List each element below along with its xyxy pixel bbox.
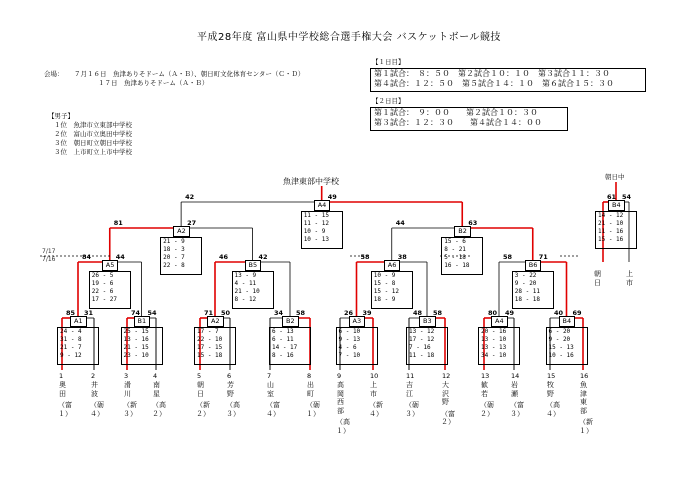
results-rank-3a: ３位 朝日町立朝日中学校 — [54, 139, 132, 147]
team-name: 南星 — [153, 381, 160, 398]
team-pref: （高２） — [152, 401, 166, 418]
r3-match-1-tag: A2 — [173, 226, 190, 237]
team-pref: （砺１） — [306, 401, 320, 418]
team-number: 11 — [406, 372, 415, 380]
date-label-1: 7/17 — [42, 248, 56, 255]
r2-match-1-score-left: 84 — [82, 253, 92, 261]
r2-match-4-quarters — [512, 271, 554, 309]
day2-row-2: 第３試合：１２：３０ 第４試合１４：００ — [374, 118, 542, 127]
team-pref: （新１） — [579, 418, 593, 435]
r3-match-1-quarters-q1: 21 - 9 — [163, 238, 185, 245]
r1-match-1-quarters — [57, 327, 99, 365]
r2-match-3-quarters-q2: 15 - 8 — [373, 280, 396, 287]
team-number: 2 — [91, 372, 96, 380]
r1-match-7-quarters-q3: 13 - 13 — [481, 344, 507, 351]
r2-match-2-quarters-q1: 13 - 9 — [234, 272, 257, 279]
team-name: 岩瀬 — [511, 381, 518, 398]
r1-match-6-score-right: 58 — [433, 309, 443, 317]
team-name: 歓若 — [481, 381, 488, 398]
r3-match-2-score-left: 44 — [395, 219, 405, 227]
champion-name: 魚津東部中学校 — [283, 177, 339, 186]
third-team-a: 朝日 — [594, 270, 601, 287]
team-name: 朝日 — [197, 381, 204, 398]
r1-match-2-quarters-q2: 13 - 16 — [123, 336, 149, 343]
r1-match-7-quarters-q2: 13 - 10 — [481, 336, 507, 343]
r2-match-4-quarters-q1: 3 - 22 — [514, 272, 537, 279]
r1-match-7-score-right: 49 — [505, 309, 515, 317]
venue-line-2: １７日 魚津ありそドーム（Ａ・Ｂ） — [98, 79, 209, 87]
r1-match-3-tag: A2 — [207, 316, 224, 327]
r2-match-3-score-left: 58 — [360, 253, 370, 261]
r3-match-2-score-right: 63 — [468, 219, 478, 227]
team-number: 7 — [267, 372, 272, 380]
results-rank-3b: ３位 上市町立上市中学校 — [54, 148, 132, 156]
third-match-quarters-q1: 14 - 12 — [598, 212, 624, 219]
r1-match-4-quarters-q4: 8 - 16 — [272, 352, 294, 359]
team-name: 大沢野 — [442, 381, 449, 407]
results-header: 【男子】 — [48, 112, 74, 120]
third-match-tag: B4 — [608, 200, 625, 211]
third-team-b: 上市 — [626, 270, 633, 287]
team-number: 12 — [442, 372, 451, 380]
team-pref: （高４） — [546, 401, 560, 418]
third-match-quarters-q4: 15 - 16 — [598, 236, 624, 243]
team-name: 山室 — [267, 381, 274, 398]
team-pref: （砺２） — [480, 401, 494, 418]
third-match-quarters-q2: 21 - 10 — [598, 220, 624, 227]
team-number: 15 — [547, 372, 556, 380]
r2-match-1-quarters-q1: 26 - 5 — [91, 272, 114, 279]
r2-match-2-quarters-q3: 21 - 10 — [234, 288, 260, 295]
final-match-quarters — [301, 211, 343, 249]
team-number: 10 — [370, 372, 379, 380]
day2-row-1: 第１試合： ９：００ 第２試合１０：３０ — [374, 108, 538, 117]
r1-match-4-tag: B2 — [282, 316, 299, 327]
team-name: 芳野 — [227, 381, 234, 398]
r1-match-2-tag: B1 — [134, 316, 151, 327]
r1-match-8-quarters-q1: 6 - 20 — [548, 328, 571, 335]
r2-match-3-score-right: 38 — [397, 253, 407, 261]
r1-match-1-quarters-q3: 21 - 7 — [60, 344, 82, 351]
r2-match-2-tag: B5 — [245, 260, 262, 271]
r1-match-6-quarters — [406, 327, 448, 365]
team-name: 奥田 — [59, 381, 66, 398]
r2-match-2-quarters — [232, 271, 274, 309]
r1-match-8-score-right: 69 — [572, 309, 582, 317]
third-match-score-right: 54 — [622, 193, 632, 201]
results-rank-1: １位 魚津市立東部中学校 — [54, 121, 132, 129]
final-match-quarters-q2: 11 - 12 — [303, 220, 329, 227]
r3-match-2-tag: B2 — [454, 226, 471, 237]
team-pref: （砺４） — [90, 401, 104, 418]
r1-match-5-quarters-q3: 4 - 6 — [338, 344, 357, 351]
team-pref: （富４） — [266, 401, 280, 418]
team-pref: （新２） — [196, 401, 210, 418]
team-pref: （富２） — [441, 409, 455, 427]
r2-match-4-score-left: 58 — [503, 253, 513, 261]
r3-match-1-quarters-q4: 22 - 8 — [163, 262, 185, 269]
r3-match-2-quarters-q4: 16 - 18 — [444, 262, 470, 269]
r2-match-3-quarters-q4: 18 - 9 — [373, 296, 396, 303]
r1-match-5-quarters — [336, 327, 378, 365]
third-place-winner: 朝日中 — [605, 173, 625, 181]
r1-match-1-quarters-q2: 31 - 8 — [60, 336, 82, 343]
third-match-quarters — [595, 211, 637, 249]
team-number: 9 — [337, 372, 342, 380]
r1-match-1-score-left: 85 — [66, 309, 76, 317]
r2-match-2-score-left: 46 — [219, 253, 229, 261]
team-pref: （新４） — [369, 401, 383, 418]
r1-match-2-score-right: 54 — [147, 309, 157, 317]
team-name: 牧野 — [547, 381, 554, 398]
r1-match-3-quarters-q2: 22 - 10 — [197, 336, 223, 343]
r1-match-2-quarters-q4: 23 - 10 — [123, 352, 149, 359]
r1-match-6-quarters-q1: 13 - 12 — [409, 328, 435, 335]
final-match-score-right: 49 — [327, 193, 337, 201]
r1-match-5-quarters-q4: 7 - 10 — [338, 352, 361, 359]
team-number: 16 — [580, 372, 589, 380]
r2-match-4-tag: B6 — [525, 260, 542, 271]
final-match-quarters-q3: 10 - 9 — [303, 228, 326, 235]
team-name: 吉江 — [406, 381, 413, 398]
team-pref: （富３） — [510, 401, 524, 418]
r1-match-8-tag: B4 — [559, 316, 576, 327]
r1-match-6-quarters-q4: 11 - 18 — [409, 352, 435, 359]
r2-match-1-quarters-q2: 19 - 6 — [91, 280, 114, 287]
r3-match-2-quarters-q1: 15 - 6 — [444, 238, 466, 245]
r1-match-5-quarters-q1: 6 - 10 — [338, 328, 361, 335]
r1-match-5-quarters-q2: 9 - 13 — [338, 336, 361, 343]
team-pref: （富１） — [58, 401, 72, 418]
r1-match-6-score-left: 48 — [413, 309, 423, 317]
team-name: 出町 — [307, 381, 314, 398]
date-label-2: 7/16 — [42, 256, 56, 263]
r1-match-7-quarters — [478, 327, 520, 365]
r1-match-3-score-left: 71 — [204, 309, 214, 317]
team-number: 4 — [153, 372, 158, 380]
r2-match-1-score-right: 44 — [115, 253, 125, 261]
team-number: 6 — [227, 372, 232, 380]
r1-match-6-tag: B3 — [419, 316, 436, 327]
r2-match-3-quarters — [371, 271, 413, 309]
final-match-quarters-q4: 10 - 13 — [303, 236, 329, 243]
r1-match-4-score-right: 58 — [296, 309, 306, 317]
r1-match-8-score-left: 40 — [554, 309, 564, 317]
r1-match-4-score-left: 34 — [274, 309, 284, 317]
team-name: 上市 — [370, 381, 377, 398]
r2-match-3-quarters-q1: 10 - 9 — [373, 272, 396, 279]
team-pref: （砺３） — [405, 401, 419, 418]
venue-label: 会場： — [44, 70, 64, 78]
r1-match-5-tag: A3 — [349, 316, 366, 327]
r2-match-2-quarters-q4: 8 - 12 — [234, 296, 257, 303]
r2-match-4-score-right: 71 — [538, 253, 548, 261]
r1-match-8-quarters — [546, 327, 588, 365]
team-name: 魚津東部 — [580, 381, 587, 415]
r1-match-2-quarters — [121, 327, 163, 365]
r1-match-2-quarters-q3: 21 - 15 — [123, 344, 149, 351]
r1-match-3-score-right: 50 — [221, 309, 231, 317]
team-name: 滑川 — [124, 381, 131, 398]
r2-match-1-quarters-q4: 17 - 27 — [91, 296, 118, 303]
r2-match-4-quarters-q4: 18 - 18 — [514, 296, 541, 303]
r1-match-1-quarters-q4: 9 - 12 — [60, 352, 82, 359]
r1-match-4-quarters-q3: 14 - 17 — [272, 344, 298, 351]
r1-match-5-score-left: 26 — [344, 309, 354, 317]
team-pref: （高１） — [336, 418, 350, 435]
r2-match-1-quarters — [89, 271, 131, 309]
day1-header: 【１日目】 — [372, 58, 405, 66]
r3-match-2-quarters — [441, 237, 483, 275]
r1-match-1-score-right: 31 — [84, 309, 94, 317]
venue-line-1: ７月１６日 魚津ありそドーム（Ａ・Ｂ）、朝日町文化体育センター（Ｃ・Ｄ） — [74, 70, 305, 78]
day1-row-1: 第１試合： ８：５０ 第２試合１０：１０ 第３試合１１：３０ — [374, 69, 610, 78]
r1-match-4-quarters — [269, 327, 311, 365]
r1-match-7-score-left: 80 — [488, 309, 498, 317]
team-pref: （新３） — [123, 401, 137, 418]
r1-match-7-quarters-q4: 34 - 10 — [481, 352, 507, 359]
r1-match-3-quarters-q3: 17 - 15 — [197, 344, 223, 351]
team-number: 5 — [197, 372, 202, 380]
r1-match-4-quarters-q1: 6 - 13 — [272, 328, 294, 335]
r1-match-3-quarters-q1: 17 - 7 — [197, 328, 219, 335]
final-match-quarters-q1: 11 - 15 — [303, 212, 329, 219]
page-title: 平成28年度 富山県中学校総合選手権大会 バスケットボール競技 — [197, 32, 501, 43]
r2-match-1-quarters-q3: 22 - 6 — [91, 288, 114, 295]
team-name: 井波 — [91, 381, 98, 398]
r1-match-4-quarters-q2: 6 - 11 — [272, 336, 294, 343]
day1-row-2: 第４試合：１２：５０ 第５試合１４：１０ 第６試合１５：３０ — [374, 79, 614, 88]
r1-match-7-tag: A4 — [491, 316, 508, 327]
r3-match-1-quarters-q2: 18 - 3 — [163, 246, 185, 253]
team-number: 8 — [307, 372, 312, 380]
results-rank-2: ２位 富山市立奥田中学校 — [54, 130, 132, 138]
team-pref: （高３） — [226, 401, 240, 418]
r1-match-7-quarters-q1: 20 - 16 — [481, 328, 507, 335]
r2-match-2-quarters-q2: 4 - 11 — [234, 280, 257, 287]
r1-match-1-quarters-q1: 24 - 4 — [60, 328, 82, 335]
r2-match-3-quarters-q3: 15 - 12 — [373, 288, 400, 295]
r3-match-1-score-right: 27 — [187, 219, 197, 227]
r1-match-6-quarters-q2: 17 - 12 — [409, 336, 435, 343]
r2-match-1-tag: A5 — [102, 260, 119, 271]
r1-match-2-score-left: 74 — [131, 309, 141, 317]
day2-header: 【２日目】 — [372, 97, 405, 105]
r1-match-5-score-right: 39 — [362, 309, 372, 317]
team-name: 高岡西部 — [337, 381, 344, 415]
r2-match-2-score-right: 42 — [258, 253, 268, 261]
r1-match-3-quarters-q4: 15 - 18 — [197, 352, 223, 359]
r3-match-1-quarters-q3: 20 - 7 — [163, 254, 185, 261]
team-number: 1 — [59, 372, 64, 380]
r3-match-1-quarters — [160, 237, 202, 275]
r3-match-2-quarters-q2: 8 - 21 — [444, 246, 466, 253]
r2-match-3-tag: A6 — [384, 260, 401, 271]
r3-match-2-quarters-q3: 5 - 18 — [444, 254, 466, 261]
r1-match-3-quarters — [194, 327, 236, 365]
r1-match-1-tag: A1 — [70, 316, 87, 327]
r1-match-8-quarters-q4: 10 - 16 — [548, 352, 574, 359]
r3-match-1-score-left: 81 — [113, 219, 123, 227]
r1-match-8-quarters-q3: 15 - 13 — [548, 344, 574, 351]
third-match-quarters-q3: 11 - 16 — [598, 228, 624, 235]
r1-match-8-quarters-q2: 9 - 20 — [548, 336, 571, 343]
team-number: 14 — [511, 372, 520, 380]
team-number: 13 — [481, 372, 490, 380]
final-match-tag: A4 — [314, 200, 331, 211]
final-match-score-left: 42 — [185, 193, 195, 201]
r2-match-4-quarters-q2: 9 - 20 — [514, 280, 537, 287]
third-match-score-left: 61 — [607, 193, 617, 201]
r1-match-6-quarters-q3: 7 - 16 — [409, 344, 431, 351]
r1-match-2-quarters-q1: 25 - 15 — [123, 328, 149, 335]
team-number: 3 — [124, 372, 129, 380]
r2-match-4-quarters-q3: 28 - 11 — [514, 288, 541, 295]
